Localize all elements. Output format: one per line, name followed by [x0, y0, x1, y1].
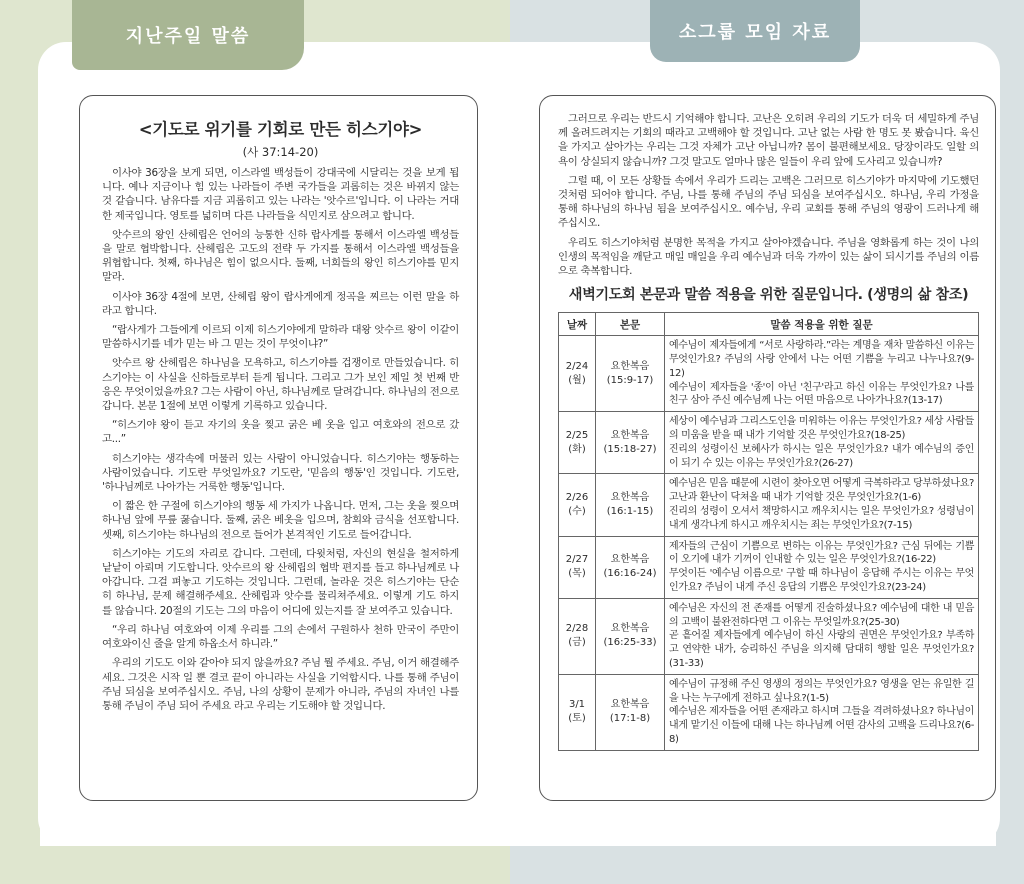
table-header-row: [559, 313, 979, 336]
group-paragraph: 그럴 때, 이 모든 상황들 속에서 우리가 드리는 고백은 그러므로 히스기야가 마지막에 기도했던 것처럼 되어야 합니다. 주님, 나를 통해 주님의 주님 되심을 보여주십시오. 하나님, 우리 가정을 통해 하나님의 하나님 됨을 보여주십시오. 예수님, 우리 교회를 통해 주님의 영광이 드러나게 해주십시오.: [558, 174, 979, 230]
table-row: [559, 598, 979, 674]
sermon-paragraph: 이사야 36장을 보게 되면, 이스라엘 백성들이 강대국에 시달리는 것을 보게 됩니다. 예나 지금이나 힘 있는 나라들이 주변 국가들을 괴롭히는 것은 바뀌지 않는 것 같습니다. 남유다를 지금 괴롭히고 있는 나라는 '앗수르'입니다. 이 나라는 거대한 제국입니다. 영토를 넓히며 다른 나라들을 식민지로 삼으려고 합니다.: [102, 167, 459, 222]
table-row: [559, 336, 979, 412]
sermon-title: <기도로 위기를 기회로 만든 히스기야>: [138, 120, 423, 139]
row-questions: 예수님이 제자들에게 “서로 사랑하라.”라는 계명을 재차 말씀하신 이유는 무엇인가요? 주님의 사랑 안에서 나는 어떤 기쁨을 누리고 나누나요?(9-12) 예수님이 제자들을 '종'이 아닌 '친구'라고 하신 이유는 무엇인가요? 나를 친구 삼아 주신 예수님께 나는 어떤 마음으로 나아가나요?(13-17): [665, 336, 979, 412]
row-passage: 요한복음 (16:1-15): [596, 474, 665, 536]
row-date: 2/28 (금): [559, 598, 596, 674]
sermon-quote: “히스기야 왕이 듣고 자기의 옷을 찢고 굵은 베 옷을 입고 여호와의 전으로 갔고...”: [102, 419, 459, 446]
sermon-paragraph: 이사야 36장 4절에 보면, 산헤립 왕이 랍사게에게 정곡을 찌르는 이런 말을 하라고 합니다.: [102, 290, 459, 317]
sermon-quote: “랍사게가 그들에게 이르되 이제 히스기야에게 말하라 대왕 앗수르 왕이 이같이 말씀하시기를 네가 믿는 바 그 믿는 것이 무엇이냐?”: [102, 324, 459, 351]
row-passage: 요한복음 (16:16-24): [596, 536, 665, 598]
background-bottom-right: [510, 846, 1024, 884]
background-left-strip: [0, 0, 40, 884]
table-row: [559, 536, 979, 598]
sermon-quote: “우리 하나님 여호와여 이제 우리를 그의 손에서 구원하사 천하 만국이 주만이 여호와이신 줄을 알게 하옵소서 하니라.”: [102, 623, 459, 651]
tab-last-sunday-sermon[interactable]: 지난주일 말씀: [72, 0, 304, 70]
row-date: 2/27 (목): [559, 536, 596, 598]
row-questions: 예수님은 자신의 전 존재를 어떻게 진술하셨나요? 예수님에 대한 내 믿음의 고백이 불완전하다면 그 이유는 무엇일까요?(25-30) 곧 흩어질 제자들에게 예수님이 하신 사랑의 권면은 무엇인가요? 부족하고 연약한 내가, 승리하신 주님을 의지해 담대히 행할 일은 무엇인가요?(31-33): [665, 598, 979, 674]
sermon-paragraph: 앗수르 왕 산헤립은 하나님을 모욕하고, 히스기야를 겁쟁이로 만들었습니다. 히스기야는 이 사실을 신하들로부터 듣게 됩니다. 그리고 그가 보인 제일 첫 번째 반응은 무엇이었을까요? 그는 사람이 아닌, 하나님께로 달려갑니다. 하나님의 전으로 갑니다. 본문 1절에 보면 이렇게 기록하고 있습니다.: [102, 357, 459, 413]
row-date: 2/25 (화): [559, 412, 596, 474]
background-bottom-left: [0, 846, 510, 884]
header-questions: 말씀 적용을 위한 질문: [665, 313, 979, 336]
sermon-reference: (사 37:14-20): [242, 145, 319, 159]
row-passage: 요한복음 (15:9-17): [596, 336, 665, 412]
sermon-paragraph: 우리의 기도도 이와 같아야 되지 않을까요? 주님 뭘 주세요. 주님, 이거 해결해주세요. 그것은 시작 일 뿐 결코 끝이 아니라는 사실을 기억합시다. 나를 통해 주님이 주님 되심을 보여주십시오. 주님, 나의 상황이 문제가 아니라, 주님의 자녀인 나를 통해 주님이 주님 되어 주세요 라고 우리는 기도해야 할 것입니다.: [102, 657, 459, 712]
table-row: [559, 412, 979, 474]
header-date: 날짜: [559, 313, 596, 336]
row-passage: 요한복음 (15:18-27): [596, 412, 665, 474]
row-questions: 세상이 예수님과 그리스도인을 미워하는 이유는 무엇인가요? 세상 사람들의 미움을 받을 때 내가 기억할 것은 무엇인가요?(18-25) 진리의 성령이신 보혜사가 하시는 일은 무엇인가요? 내가 예수님의 증인이 되기 수 있는 이유는 무엇인가요?(26-27): [665, 412, 979, 474]
row-date: 2/26 (수): [559, 474, 596, 536]
row-date: 3/1 (토): [559, 674, 596, 750]
row-questions: 예수님은 믿음 때문에 시련이 찾아오면 어떻게 극복하라고 당부하셨나요? 고난과 환난이 닥쳐올 때 내가 기억할 것은 무엇인가요?(1-6) 진리의 성령이 오셔서 책망하시고 깨우치시는 일은 무엇인가요? 성령님이 내게 생각나게 하시고 깨우치시는 죄는 무엇인가요?(7-15): [665, 474, 979, 536]
sermon-paragraph: 히스기야는 생각속에 머물러 있는 사람이 아니었습니다. 히스기야는 행동하는 사람이었습니다. 기도란 무엇일까요? 기도란, '믿음의 행동'인 것입니다. 기도란, '하나님께로 나아가는 거룩한 행동'입니다.: [102, 452, 459, 494]
small-group-panel: [539, 95, 996, 801]
group-paragraph: 우리도 히스기야처럼 분명한 목적을 가지고 살아야겠습니다. 주님을 영화롭게 하는 것이 나의 인생의 목적임을 깨닫고 매일 매일을 우리 예수님과 더욱 가까이 있는 삶이 되시기를 주님의 이름으로 축복합니다.: [558, 236, 979, 278]
sermon-paragraph: 앗수르의 왕인 산헤립은 언어의 능통한 신하 랍사게를 통해서 이스라엘 백성들을 말로 협박합니다. 산헤립은 고도의 전략 두 가지를 통해서 이스라엘 백성들을 위협합니다. 첫째, 하나님은 힘이 없으시다. 둘째, 너희들의 왕인 히스기야를 믿지 말라.: [102, 228, 459, 284]
header-passage: 본문: [596, 313, 665, 336]
background-right-strip: [996, 0, 1024, 884]
row-questions: 제자들의 근심이 기쁨으로 변하는 이유는 무엇인가요? 근심 뒤에는 기쁨이 오기에 내가 기꺼이 인내할 수 있는 일은 무엇인가요?(16-22) 무엇이든 '예수님 이름으로' 구할 때 하나님이 응답해 주시는 이유는 무엇인가요? 주님이 내게 주신 응답의 기쁨은 무엇인가요?(23-24): [665, 536, 979, 598]
row-passage: 요한복음 (17:1-8): [596, 674, 665, 750]
questions-section-title: 새벽기도회 본문과 말씀 적용을 위한 질문입니다. (생명의 삶 참조): [568, 287, 969, 304]
tab-small-group-material[interactable]: 소그룹 모임 자료: [650, 0, 860, 62]
sermon-panel: [79, 95, 478, 801]
row-date: 2/24 (월): [559, 336, 596, 412]
table-row: [559, 674, 979, 750]
questions-table: [558, 312, 979, 751]
sermon-paragraph: 히스기야는 기도의 자리로 갑니다. 그런데, 다윗처럼, 자신의 현실을 철저하게 낱낱이 아뢰며 기도합니다. 앗수르의 왕 산헤립의 협박 편지를 들고 하나님께로 나아갑니다. 그걸 펴놓고 기도하는 것입니다. 그런데, 놀라운 것은 히스기야는 단순히 하나님, 문제 해결해주세요. 산헤립과 앗수를 물리쳐주세요. 이렇게 기도 하지를 않습니다. 20절의 기도는 그의 마음이 어디에 있는지를 잘 보여주고 있습니다.: [102, 547, 459, 617]
row-passage: 요한복음 (16:25-33): [596, 598, 665, 674]
sermon-paragraph: 이 짧은 한 구절에 히스기야의 행동 세 가지가 나옵니다. 먼저, 그는 옷을 찢으며 하나님 앞에 무릎 꿇습니다. 둘째, 굵은 베옷을 입으며, 참회와 금식을 선포합니다. 셋째, 히스기야는 하나님의 전으로 들어가 본격적인 기도로 들어갑니다.: [102, 500, 459, 541]
table-row: [559, 474, 979, 536]
group-paragraph: 그러므로 우리는 반드시 기억해야 합니다. 고난은 오히려 우리의 기도가 더욱 더 세밀하게 주님께 올려드려지는 기회의 때라고 고백해야 할 것입니다. 고난 없는 사람 한 명도 못 봤습니다. 육신을 가지고 살아가는 우리는 그것 자체가 고난 아닙니까? 몸이 불편해보세요. 당장이라도 일할 의욕이 상실되지 않습니까? 그것 말고도 얼마나 많은 일들이 우리 앞에 도사리고 있습니까?: [558, 113, 979, 168]
row-questions: 예수님이 규정해 주신 영생의 정의는 무엇인가요? 영생을 얻는 유일한 길을 나는 누구에게 전하고 싶나요?(1-5) 예수님은 제자들을 어떤 존재라고 하시며 그들을 격려하셨나요? 하나님이 내게 맡기신 이들에 대해 나는 하나님께 어떤 감사의 고백을 드리나요?(6-8): [665, 674, 979, 750]
